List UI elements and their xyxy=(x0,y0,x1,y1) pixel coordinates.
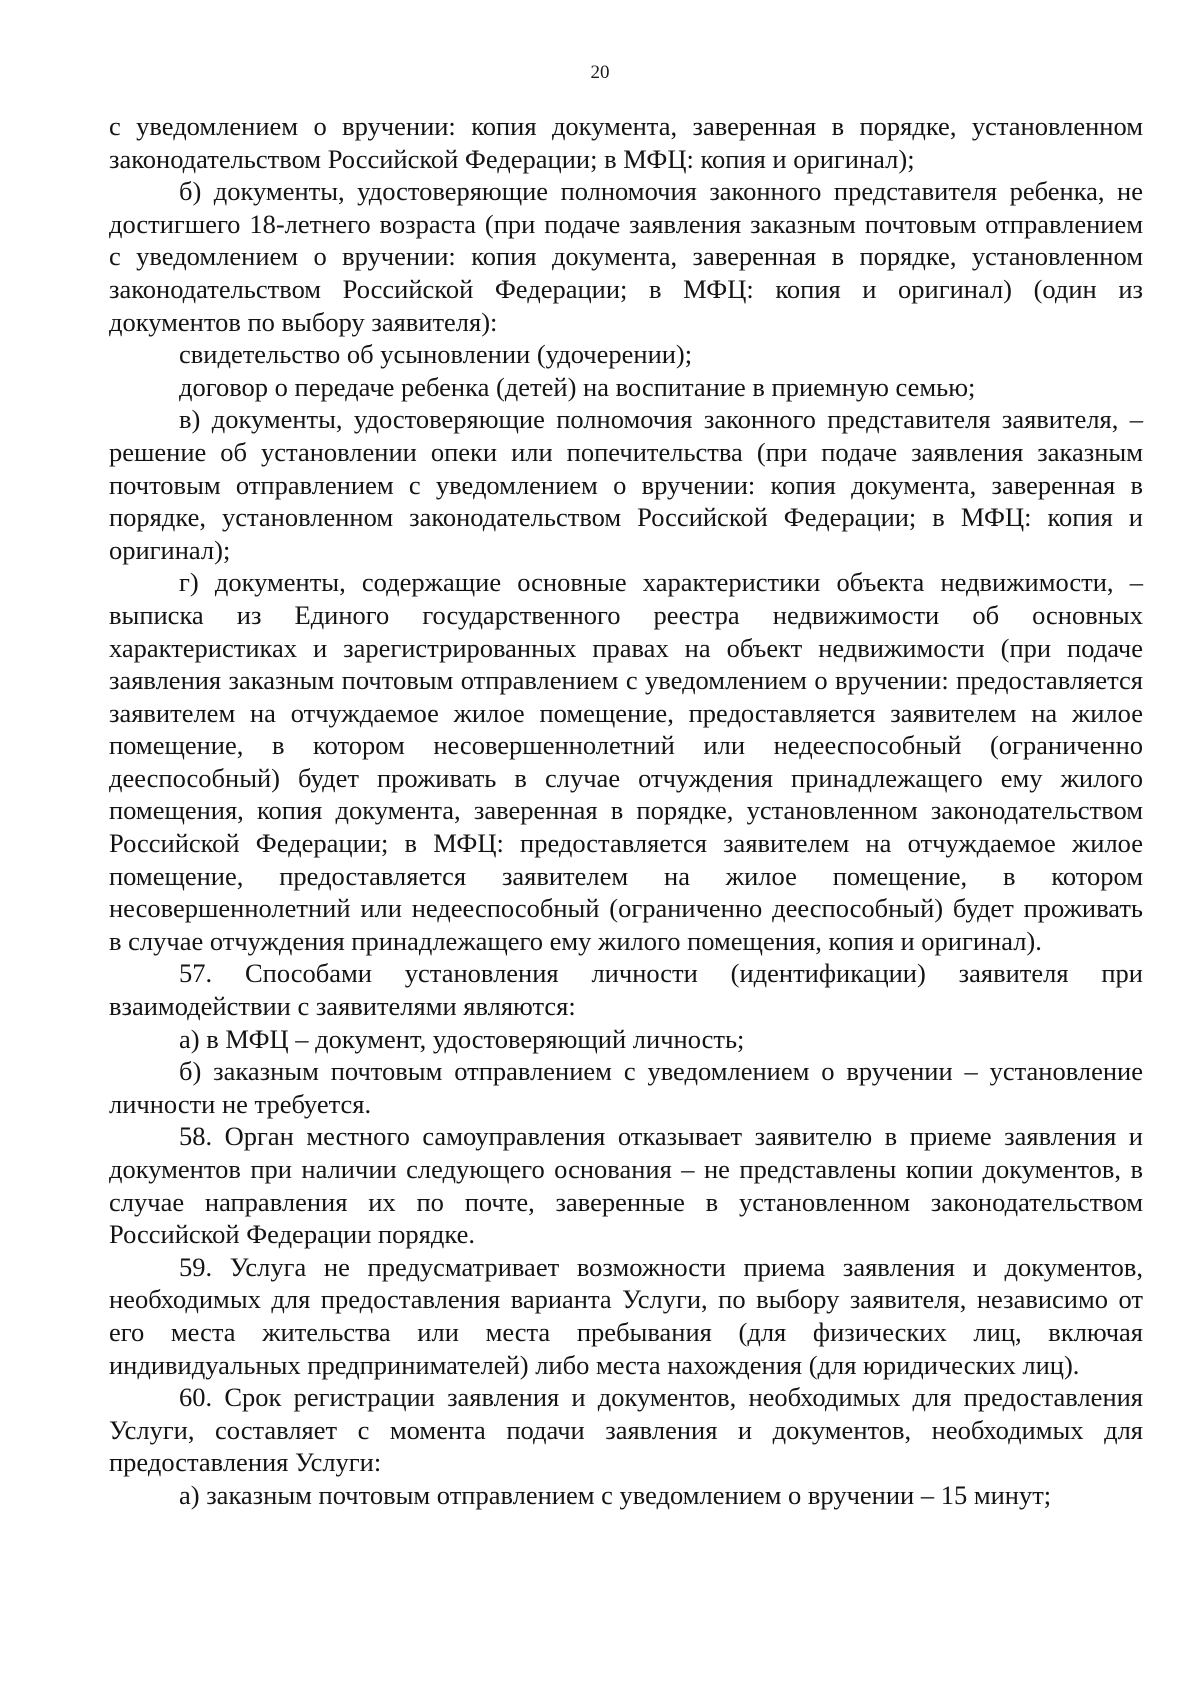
paragraph-continuation: с уведомлением о вручении: копия документа, заверенная в порядке, установленном законодательством Российской Федерации; в МФЦ: копия и оригинал); xyxy=(109,111,1143,174)
document-body xyxy=(109,110,1143,1512)
paragraph-57-b: б) заказным почтовым отправлением с уведомлением о вручении – установление личности не требуется. xyxy=(109,1056,1143,1119)
paragraph-57: 57. Способами установления личности (идентификации) заявителя при взаимодействии с заявителями являются: xyxy=(109,958,1143,1022)
paragraph-item-g: г) документы, содержащие основные характеристики объекта недвижимости, – выписка из Единого государственного реестра недвижимости об основных характеристиках и зарегистрированных правах на объект недвижимости (при подаче заявления заказным почтовым отправлением с уведомлением о вручении: предоставляется заявителем на отчуждаемое жилое помещение, предоставляется заявителем на жилое помещение, в котором несовершеннолетний или недееспособный (ограниченно дееспособный) будет проживать в случае отчуждения принадлежащего ему жилого помещения, копия документа, заверенная в порядке, установленном законодательством Российской Федерации; в МФЦ: предоставляется заявителем на отчуждаемое жилое помещение, предоставляется заявителем на жилое помещение, в котором несовершеннолетний или недееспособный (ограниченно дееспособный) будет проживать в случае отчуждения принадлежащего ему жилого помещения, копия и оригинал). xyxy=(109,567,1143,956)
paragraph-57-a: а) в МФЦ – документ, удостоверяющий личность; xyxy=(179,1023,745,1054)
paragraph-59: 59. Услуга не предусматривает возможности приема заявления и документов, необходимых для предоставления варианта Услуги, по выбору заявителя, независимо от его места жительства или места пребывания (для физических лиц, включая индивидуальных предпринимателей) либо места нахождения (для юридических лиц). xyxy=(109,1251,1143,1380)
paragraph-60-a: а) заказным почтовым отправлением с уведомлением о вручении – 15 минут; xyxy=(179,1479,1052,1510)
paragraph-foster-agreement: договор о передаче ребенка (детей) на воспитание в приемную семью; xyxy=(179,371,976,402)
paragraph-item-b: б) документы, удостоверяющие полномочия законного представителя ребенка, не достигшего 18-летнего возраста (при подаче заявления заказным почтовым отправлением с уведомлением о вручении: копия документа, заверенная в порядке, установленном законодательством Российской Федерации; в МФЦ: копия и оригинал) (один из документов по выбору заявителя): xyxy=(109,176,1143,337)
paragraph-adoption-certificate: свидетельство об усыновлении (удочерении); xyxy=(179,339,693,370)
page-number: 20 xyxy=(590,62,610,83)
paragraph-item-v: в) документы, удостоверяющие полномочия законного представителя заявителя, – решение об установлении опеки или попечительства (при подаче заявления заказным почтовым отправлением с уведомлением о вручении: копия документа, заверенная в порядке, установленном законодательством Российской Федерации; в МФЦ: копия и оригинал); xyxy=(109,404,1143,565)
paragraph-58: 58. Орган местного самоуправления отказывает заявителю в приеме заявления и документов при наличии следующего основания – не представлены копии документов, в случае направления их по почте, заверенные в установленном законодательством Российской Федерации порядке. xyxy=(109,1121,1143,1250)
paragraph-60: 60. Срок регистрации заявления и документов, необходимых для предоставления Услуги, составляет с момента подачи заявления и документов, необходимых для предоставления Услуги: xyxy=(109,1382,1143,1478)
